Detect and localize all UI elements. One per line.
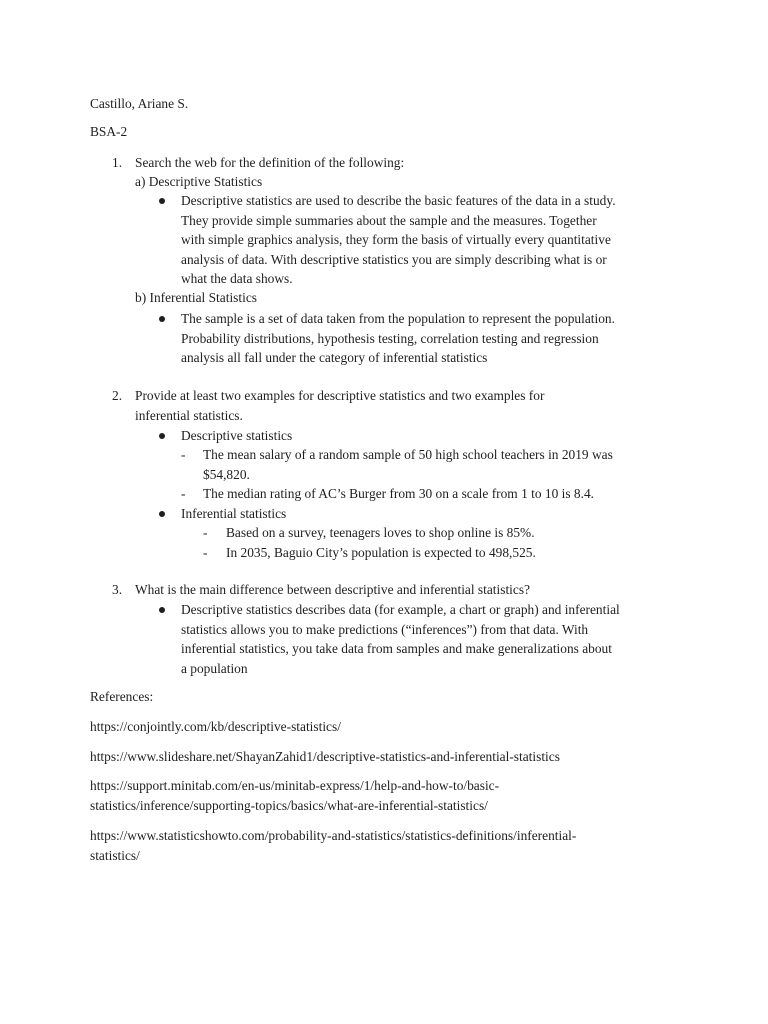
dash-marker: - xyxy=(181,447,186,462)
examples-descriptive-label: Descriptive statistics xyxy=(181,428,293,443)
text-line: what the data shows. xyxy=(181,271,293,286)
bullet-icon xyxy=(159,433,165,439)
text-line: statistics/ xyxy=(90,847,140,863)
text-line: statistics allows you to make predictions (“inferences”) from that data. With xyxy=(181,621,589,637)
text-line: analysis all fall under the category of inferential statistics xyxy=(181,350,488,365)
inferential-definition xyxy=(181,309,701,368)
text-line: $54,820. xyxy=(203,466,250,482)
text-line: inferential statistics, you take data from samples and make generalizations about xyxy=(181,641,612,656)
question-number: 3. xyxy=(112,582,123,597)
subheading-descriptive: a) Descriptive Statistics xyxy=(135,174,263,189)
question-text xyxy=(135,386,655,425)
bullet-icon xyxy=(159,198,165,204)
reference-link[interactable]: https://conjointly.com/kb/descriptive-statistics/ xyxy=(90,719,341,734)
text-line: inferential statistics. xyxy=(135,407,243,423)
text-line: Provide at least two examples for descriptive statistics and two examples for xyxy=(135,388,545,403)
student-section: BSA-2 xyxy=(90,124,128,139)
dash-marker: - xyxy=(203,545,208,560)
difference-answer xyxy=(181,600,701,678)
references-heading: References: xyxy=(90,689,154,704)
descriptive-example-2: The median rating of AC’s Burger from 30 on a scale from 1 to 10 is 8.4. xyxy=(203,486,594,501)
reference-link[interactable] xyxy=(90,826,670,865)
text-line: They provide simple summaries about the sample and the measures. Together xyxy=(181,212,597,228)
student-name: Castillo, Ariane S. xyxy=(90,96,189,111)
text-line: Descriptive statistics describes data (for example, a chart or graph) and inferential xyxy=(181,602,620,617)
question-text: What is the main difference between descriptive and inferential statistics? xyxy=(135,582,530,597)
text-line: Probability distributions, hypothesis testing, correlation testing and regression xyxy=(181,330,599,346)
bullet-icon xyxy=(159,511,165,517)
bullet-icon xyxy=(159,607,165,613)
question-number: 2. xyxy=(112,388,123,403)
question-number: 1. xyxy=(112,155,123,170)
text-line: statistics/inference/supporting-topics/basics/what-are-inferential-statistics/ xyxy=(90,797,488,813)
dash-marker: - xyxy=(203,525,208,540)
text-line: a population xyxy=(181,660,248,676)
text-line: https://support.minitab.com/en-us/minitab-express/1/help-and-how-to/basic- xyxy=(90,778,500,793)
text-line: https://www.statisticshowto.com/probability-and-statistics/statistics-definitions/inferential- xyxy=(90,828,577,843)
examples-inferential-label: Inferential statistics xyxy=(181,506,287,521)
bullet-icon xyxy=(159,316,165,322)
subheading-inferential: b) Inferential Statistics xyxy=(135,290,257,305)
text-line: analysis of data. With descriptive statistics you are simply describing what is or xyxy=(181,251,607,267)
text-line: Descriptive statistics are used to describe the basic features of the data in a study. xyxy=(181,193,616,208)
reference-link[interactable] xyxy=(90,776,670,815)
reference-link[interactable]: https://www.slideshare.net/ShayanZahid1/descriptive-statistics-and-inferential-statistics xyxy=(90,749,560,764)
descriptive-example-1 xyxy=(203,445,683,484)
text-line: with simple graphics analysis, they form the basis of virtually every quantitative xyxy=(181,232,611,247)
descriptive-definition xyxy=(181,191,701,289)
question-text: Search the web for the definition of the following: xyxy=(135,155,405,170)
text-line: The mean salary of a random sample of 50 high school teachers in 2019 was xyxy=(203,447,613,462)
text-line: The sample is a set of data taken from the population to represent the population. xyxy=(181,311,615,326)
dash-marker: - xyxy=(181,486,186,501)
inferential-example-2: In 2035, Baguio City’s population is expected to 498,525. xyxy=(226,545,536,560)
inferential-example-1: Based on a survey, teenagers loves to shop online is 85%. xyxy=(226,525,535,540)
